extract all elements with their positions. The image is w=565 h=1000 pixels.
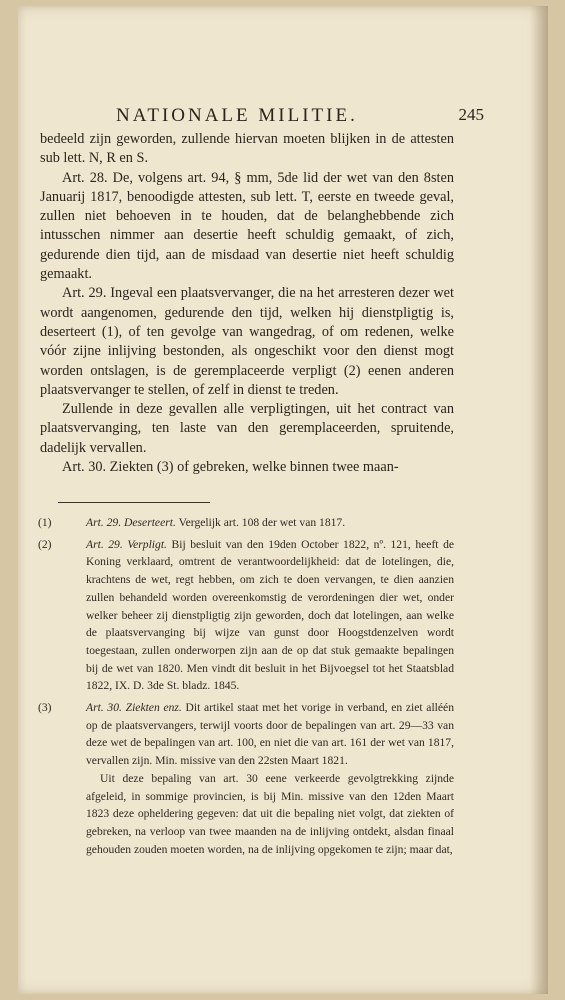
- body-text: [40, 130, 454, 477]
- paragraph-art-29: Art. 29. Ingeval een plaatsvervanger, die na het arresteren dezer wet wordt aangenomen, gedurende den tijd, welken hij dienstpligtig is, deserteert (1), of ten gevolge van wangedrag, of om redenen, welke vóór zijne inlijving bestonden, als ongeschikt voor den dienst mogt worden ontslagen, is de geremplaceerde verpligt (2) eenen anderen plaatsvervanger te stellen, of zelf in dienst te treden.: [40, 285, 454, 398]
- footnote-body: Vergelijk art. 108 der wet van 1817.: [178, 516, 346, 529]
- footnote-mark: [38, 536, 86, 554]
- page-number: 245: [458, 105, 484, 124]
- running-title: NATIONALE MILITIE.: [116, 105, 358, 126]
- footnote-marker: (1): [38, 516, 52, 529]
- page-gutter-shadow: [530, 6, 548, 994]
- footnote-text: [86, 514, 454, 532]
- footnote-heading: Deserteert.: [124, 516, 176, 529]
- paragraph-art-28: Art. 28. De, volgens art. 94, § mm, 5de lid der wet van den 8sten Januarij 1817, benoodigde attesten, sub lett. T, eerste en tweede geval, zullen niet behoeven in te houden, dat de belanghebbende zich intusschen nimmer aan desertie heeft schuldig gemaakt, of zich, gedurende dien tijd, aan de misdaad van desertie niet heeft schuldig gemaakt.: [40, 169, 454, 283]
- footnote-heading: Verpligt.: [127, 537, 167, 551]
- footnote-body: Bij besluit van den 19den October 1822, nº. 121, heeft de Koning verklaard, omtrent de verantwoordelijkheid: dat de lotelingen, die, krachtens de wet, regt hebben, om zich te doen vervangen, te dien aanzien zullen behandeld worden overeenkomstig de verordeningen dier wet, onder welker beheer zij dienstpligtig zijn geworden, doch dat lotelingen, aan welke de plaatsvervanging bij wijze van gunst door Hoogstdenzelven wordt toegestaan, zullen onderworpen zijn aan de op dat stuk gemaakte bepalingen bij de wet van 1820. Men vindt dit besluit in het Bijvoegsel tot het Staatsblad 1822, IX. D. 3de St. bladz. 1845.: [86, 537, 455, 693]
- footnote-ref: Art. 29.: [86, 537, 123, 551]
- footnote-heading: Ziekten enz.: [125, 701, 182, 715]
- footnote-marker: (2): [38, 537, 52, 551]
- footnote-2: [38, 536, 454, 695]
- footnote-mark: [38, 514, 86, 532]
- footnote-continuation: Uit deze bepaling van art. 30 eene verkeerde gevolgtrekking zijnde afgeleid, in sommige provincien, is bij Min. missive van den 12den Maart 1823 deze opheldering gegeven: dat uit die bepaling niet volgt, dat ziekten of gebreken, na verloop van twee maanden na de inlijving ontdekt, alsdan finaal gehouden zouden moeten worden, na de inlijving opgekomen te zijn; maar dat,: [86, 771, 454, 856]
- footnotes: [38, 514, 454, 862]
- paragraph-zullende: Zullende in deze gevallen alle verpligtingen, uit het contract van plaatsvervanging, ten laste van den geremplaceerden, spruitende, dadelijk vervallen.: [40, 401, 454, 456]
- footnote-ref: Art. 30.: [86, 701, 122, 715]
- footnote-mark: [38, 699, 86, 717]
- footnote-ref: Art. 29.: [86, 516, 122, 529]
- footnote-1: [38, 514, 454, 532]
- footnote-3: [38, 699, 454, 858]
- footnote-text: [86, 699, 454, 770]
- footnote-text: [86, 536, 454, 695]
- running-head: [116, 105, 484, 129]
- footnote-marker: (3): [38, 701, 52, 715]
- footnote-rule: [58, 502, 210, 503]
- footnote-body: Dit artikel staat met het vorige in verband, en ziet alléén op de plaatsvervangers, terwijl voorts door de bepalingen van art. 29—33 van deze wet de bepalingen van art. 100, en niet die van art. 161 der wet van 1817, vervallen zijn. Min. missive van den 22sten Maart 1821.: [86, 701, 454, 768]
- paragraph-art-30: Art. 30. Ziekten (3) of gebreken, welke binnen twee maan-: [62, 459, 399, 476]
- paragraph-continuation: bedeeld zijn geworden, zullende hiervan moeten blijken in de attesten sub lett. N, R en S.: [40, 131, 454, 167]
